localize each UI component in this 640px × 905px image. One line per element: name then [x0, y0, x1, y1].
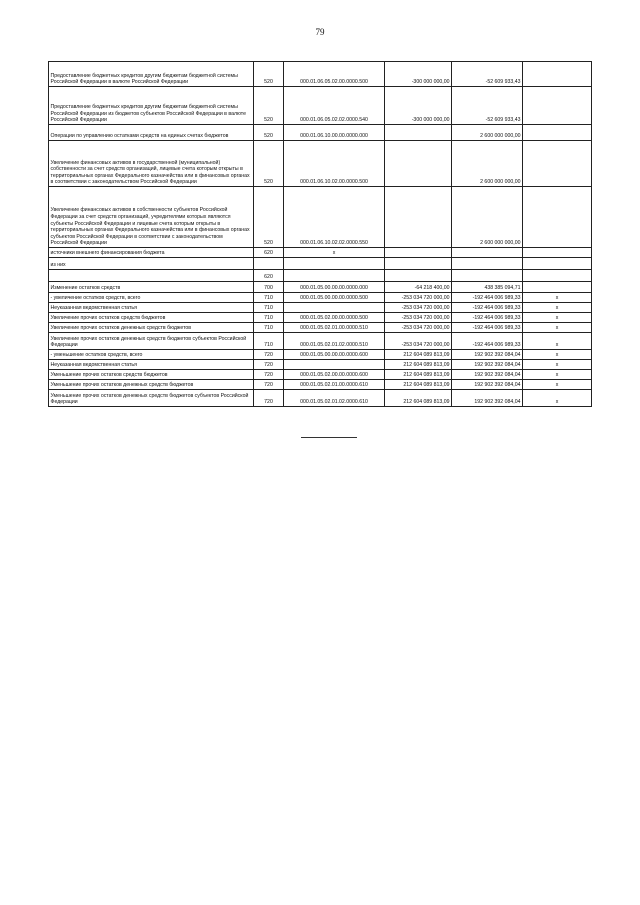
- cell-name: Увеличение финансовых активов в государственной (муниципальной) собственности за счет средств организаций, лицевые счета которым открыты в территориальных органах Федерального казначейства или в финансовых органах в соответствии с законодательством Российской Федерации: [49, 141, 254, 187]
- cell-line-code: 710: [254, 313, 284, 323]
- cell-unexecuted: [523, 258, 592, 270]
- table-row: [49, 313, 592, 323]
- cell-name: Увеличение прочих остатков денежных средств бюджетов субъектов Российской Федерации: [49, 333, 254, 350]
- end-of-section-rule: [301, 437, 357, 438]
- cell-name: [49, 270, 254, 282]
- cell-unexecuted: [523, 270, 592, 282]
- cell-unexecuted: х: [523, 323, 592, 333]
- cell-name: - уменьшение остатков средств, всего: [49, 350, 254, 360]
- cell-line-code: 720: [254, 350, 284, 360]
- cell-executed-amount: [452, 270, 523, 282]
- cell-approved-amount: [385, 125, 452, 141]
- cell-classification-code: 000.01.05.02.00.00.0000.600: [284, 370, 385, 380]
- table-row: [49, 333, 592, 350]
- page-number: 79: [315, 27, 325, 37]
- cell-executed-amount: -192 464 006 989,33: [452, 293, 523, 303]
- cell-name: Увеличение прочих остатков денежных средств бюджетов: [49, 323, 254, 333]
- cell-approved-amount: [385, 187, 452, 248]
- cell-line-code: 720: [254, 390, 284, 407]
- table-row: [49, 141, 592, 187]
- cell-line-code: 720: [254, 380, 284, 390]
- table-row: [49, 62, 592, 87]
- table-row: [49, 390, 592, 407]
- cell-approved-amount: 212 604 089 813,09: [385, 370, 452, 380]
- cell-executed-amount: 438 385 094,71: [452, 282, 523, 293]
- cell-name: Предоставление бюджетных кредитов другим бюджетам бюджетной системы Российской Федерации из бюджетов субъектов Российской Федерации в валюте Российской Федерации: [49, 87, 254, 125]
- cell-line-code: 620: [254, 270, 284, 282]
- cell-approved-amount: [385, 141, 452, 187]
- cell-name: Неуказанная ведомственная статья: [49, 360, 254, 370]
- cell-executed-amount: -192 464 006 989,33: [452, 313, 523, 323]
- cell-executed-amount: 192 902 392 084,04: [452, 390, 523, 407]
- cell-line-code: [254, 258, 284, 270]
- cell-approved-amount: [385, 270, 452, 282]
- cell-unexecuted: [523, 125, 592, 141]
- cell-classification-code: 000.01.05.02.01.02.0000.610: [284, 390, 385, 407]
- cell-name: Уменьшение прочих остатков денежных средств бюджетов: [49, 380, 254, 390]
- cell-classification-code: 000.01.05.02.01.00.0000.610: [284, 380, 385, 390]
- cell-name: Операции по управлению остатками средств на единых счетах бюджетов: [49, 125, 254, 141]
- cell-approved-amount: -253 034 720 000,00: [385, 323, 452, 333]
- cell-classification-code: 000.01.06.05.02.00.0000.500: [284, 62, 385, 87]
- cell-executed-amount: -192 464 006 989,33: [452, 333, 523, 350]
- table-row: [49, 370, 592, 380]
- cell-unexecuted: х: [523, 360, 592, 370]
- cell-approved-amount: [385, 248, 452, 258]
- cell-approved-amount: -64 218 400,00: [385, 282, 452, 293]
- cell-unexecuted: х: [523, 313, 592, 323]
- table-row: [49, 187, 592, 248]
- cell-unexecuted: [523, 62, 592, 87]
- cell-unexecuted: х: [523, 370, 592, 380]
- cell-unexecuted: х: [523, 390, 592, 407]
- cell-classification-code: 000.01.06.05.02.02.0000.540: [284, 87, 385, 125]
- cell-executed-amount: 2 600 000 000,00: [452, 141, 523, 187]
- cell-line-code: 710: [254, 303, 284, 313]
- table-row: [49, 293, 592, 303]
- cell-classification-code: [284, 360, 385, 370]
- cell-classification-code: 000.01.06.10.02.00.0000.500: [284, 141, 385, 187]
- table-row: [49, 323, 592, 333]
- cell-unexecuted: х: [523, 333, 592, 350]
- cell-approved-amount: -253 034 720 000,00: [385, 303, 452, 313]
- cell-line-code: 710: [254, 323, 284, 333]
- cell-approved-amount: -253 034 720 000,00: [385, 313, 452, 323]
- cell-classification-code: 000.01.05.00.00.00.0000.500: [284, 293, 385, 303]
- cell-name: Неуказанная ведомственная статья: [49, 303, 254, 313]
- cell-unexecuted: [523, 248, 592, 258]
- cell-approved-amount: 212 604 089 813,09: [385, 350, 452, 360]
- cell-classification-code: 000.01.05.02.01.00.0000.510: [284, 323, 385, 333]
- cell-approved-amount: [385, 258, 452, 270]
- cell-unexecuted: [523, 141, 592, 187]
- cell-line-code: 520: [254, 62, 284, 87]
- cell-executed-amount: 192 902 392 084,04: [452, 370, 523, 380]
- cell-name: Увеличение финансовых активов в собственности субъектов Российской Федерации за счет средств организаций, учредителями которых являются субъекты Российской Федерации и лицевые счета которым открыты в территориальных органах Федерального казначейства или в финансовых органах субъектов Российской Федерации в соответствии с законодательством Российской Федерации: [49, 187, 254, 248]
- cell-unexecuted: х: [523, 303, 592, 313]
- cell-classification-code: [284, 270, 385, 282]
- cell-classification-code: 000.01.05.02.01.02.0000.510: [284, 333, 385, 350]
- cell-classification-code: 000.01.06.10.00.00.0000.000: [284, 125, 385, 141]
- cell-classification-code: 000.01.05.00.00.00.0000.600: [284, 350, 385, 360]
- cell-approved-amount: 212 604 089 813,09: [385, 360, 452, 370]
- cell-line-code: 710: [254, 333, 284, 350]
- table-row: [49, 350, 592, 360]
- table-row: [49, 270, 592, 282]
- cell-line-code: 710: [254, 293, 284, 303]
- cell-name: Предоставление бюджетных кредитов другим бюджетам бюджетной системы Российской Федерации в валюте Российской Федерации: [49, 62, 254, 87]
- cell-line-code: 520: [254, 141, 284, 187]
- cell-name: из них: [49, 258, 254, 270]
- table-row: [49, 380, 592, 390]
- cell-line-code: 620: [254, 248, 284, 258]
- cell-approved-amount: -300 000 000,00: [385, 62, 452, 87]
- cell-unexecuted: [523, 187, 592, 248]
- table-row: [49, 258, 592, 270]
- cell-unexecuted: х: [523, 293, 592, 303]
- cell-executed-amount: -52 609 933,43: [452, 62, 523, 87]
- cell-executed-amount: -192 464 006 989,33: [452, 323, 523, 333]
- cell-approved-amount: -253 034 720 000,00: [385, 333, 452, 350]
- cell-classification-code: [284, 303, 385, 313]
- cell-executed-amount: -52 609 933,43: [452, 87, 523, 125]
- cell-line-code: 520: [254, 87, 284, 125]
- cell-unexecuted: [523, 282, 592, 293]
- table-row: [49, 303, 592, 313]
- cell-line-code: 520: [254, 125, 284, 141]
- cell-approved-amount: -253 034 720 000,00: [385, 293, 452, 303]
- cell-unexecuted: х: [523, 350, 592, 360]
- cell-line-code: 720: [254, 360, 284, 370]
- cell-executed-amount: [452, 258, 523, 270]
- table-row: [49, 282, 592, 293]
- cell-classification-code: 000.01.05.00.00.00.0000.000: [284, 282, 385, 293]
- cell-line-code: 520: [254, 187, 284, 248]
- cell-approved-amount: -300 000 000,00: [385, 87, 452, 125]
- cell-name: источники внешнего финансирования бюджета: [49, 248, 254, 258]
- cell-line-code: 720: [254, 370, 284, 380]
- cell-name: Изменение остатков средств: [49, 282, 254, 293]
- cell-name: Уменьшение прочих остатков денежных средств бюджетов субъектов Российской Федерации: [49, 390, 254, 407]
- cell-approved-amount: 212 604 089 813,09: [385, 390, 452, 407]
- cell-executed-amount: 192 902 392 084,04: [452, 360, 523, 370]
- cell-unexecuted: [523, 87, 592, 125]
- budget-sources-table: [48, 61, 592, 407]
- cell-line-code: 700: [254, 282, 284, 293]
- cell-executed-amount: 192 902 392 084,04: [452, 350, 523, 360]
- table-row: [49, 87, 592, 125]
- cell-classification-code: 000.01.06.10.02.02.0000.550: [284, 187, 385, 248]
- table-row: [49, 248, 592, 258]
- cell-executed-amount: 2 600 000 000,00: [452, 187, 523, 248]
- cell-classification-code: [284, 258, 385, 270]
- table-row: [49, 360, 592, 370]
- table-row: [49, 125, 592, 141]
- cell-executed-amount: [452, 248, 523, 258]
- cell-classification-code: 000.01.05.02.00.00.0000.500: [284, 313, 385, 323]
- cell-name: Уменьшение прочих остатков средств бюджетов: [49, 370, 254, 380]
- cell-classification-code: х: [284, 248, 385, 258]
- cell-approved-amount: 212 604 089 813,09: [385, 380, 452, 390]
- cell-executed-amount: -192 464 006 989,33: [452, 303, 523, 313]
- cell-name: Увеличение прочих остатков средств бюджетов: [49, 313, 254, 323]
- cell-unexecuted: х: [523, 380, 592, 390]
- cell-executed-amount: 192 902 392 084,04: [452, 380, 523, 390]
- cell-executed-amount: 2 600 000 000,00: [452, 125, 523, 141]
- cell-name: - увеличение остатков средств, всего: [49, 293, 254, 303]
